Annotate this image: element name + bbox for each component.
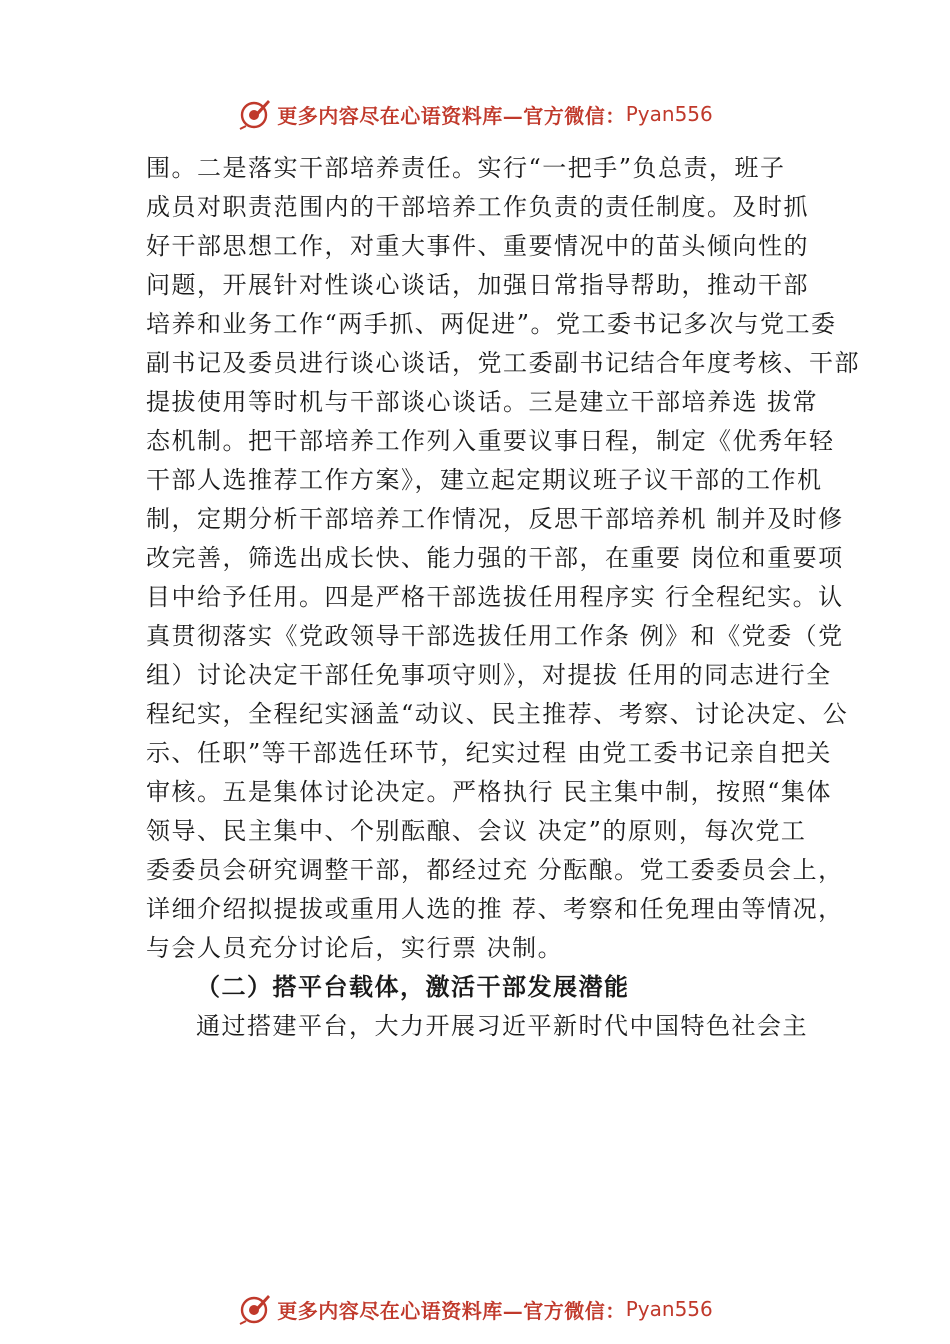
body-line: 审核。五是集体讨论决定。严格执行 民主集中制，按照“集体 — [146, 778, 832, 806]
body-line: 组）讨论决定干部任免事项守则》，对提拔 任用的同志进行全 — [146, 661, 832, 689]
body-line: 真贯彻落实《党政领导干部选拔任用工作条 例》和《党委（党 — [146, 622, 844, 650]
body-line: 成员对职责范围内的干部培养工作负责的责任制度。及时抓 — [146, 193, 809, 221]
banner-wechat-id: Pyan556 — [625, 102, 713, 126]
body-line: 与会人员充分讨论后，实行票 决制。 — [146, 934, 564, 962]
body-line: 目中给予任用。四是严格干部选拔任用程序实 行全程纪实。认 — [146, 583, 844, 611]
body-line: 围。二是落实干部培养责任。实行“一把手”负总责，班子 — [146, 154, 786, 182]
footer-banner — [0, 1287, 950, 1331]
quill-seal-icon — [237, 1291, 273, 1327]
body-line: 程纪实，全程纪实涵盖“动议、民主推荐、考察、讨论决定、公 — [146, 700, 849, 728]
body-line: 委委员会研究调整干部，都经过充 分酝酿。党工委委员会上， — [146, 856, 844, 884]
header-banner — [0, 92, 950, 136]
body-line: 态机制。把干部培养工作列入重要议事日程，制定《优秀年轻 — [146, 427, 835, 455]
body-line: 制，定期分析干部培养工作情况，反思干部培养机 制并及时修 — [146, 505, 844, 533]
banner-wechat-id: Pyan556 — [625, 1297, 713, 1321]
banner-text: 更多内容尽在心语资料库—官方微信： — [277, 1298, 626, 1323]
body-line: 好干部思想工作，对重大事件、重要情况中的苗头倾向性的 — [146, 232, 809, 260]
body-line: 问题，开展针对性谈心谈话，加强日常指导帮助，推动干部 — [146, 271, 809, 299]
body-line: 领导、民主集中、个别酝酿、会议 决定”的原则，每次党工 — [146, 817, 807, 845]
body-line: 示、任职”等干部选任环节，纪实过程 由党工委书记亲自把关 — [146, 739, 832, 767]
banner-text: 更多内容尽在心语资料库—官方微信： — [277, 103, 626, 128]
body-line: 副书记及委员进行谈心谈话，党工委副书记结合年度考核、干部 — [146, 349, 860, 377]
body-line: 详细介绍拟提拔或重用人选的推 荐、考察和任免理由等情况， — [146, 895, 844, 923]
body-line: 培养和业务工作“两手抓、两促进”。党工委书记多次与党工委 — [146, 310, 837, 338]
body-line: 改完善，筛选出成长快、能力强的干部，在重要 岗位和重要项 — [146, 544, 844, 572]
quill-seal-icon — [237, 96, 273, 132]
body-line: 干部人选推荐工作方案》，建立起定期议班子议干部的工作机 — [146, 466, 823, 494]
paragraph-first-line: 通过搭建平台，大力开展习近平新时代中国特色社会主 — [196, 1012, 808, 1040]
section-heading: （二）搭平台载体，激活干部发展潜能 — [196, 972, 630, 1001]
body-line: 提拔使用等时机与干部谈心谈话。三是建立干部培养选 拔常 — [146, 388, 819, 416]
